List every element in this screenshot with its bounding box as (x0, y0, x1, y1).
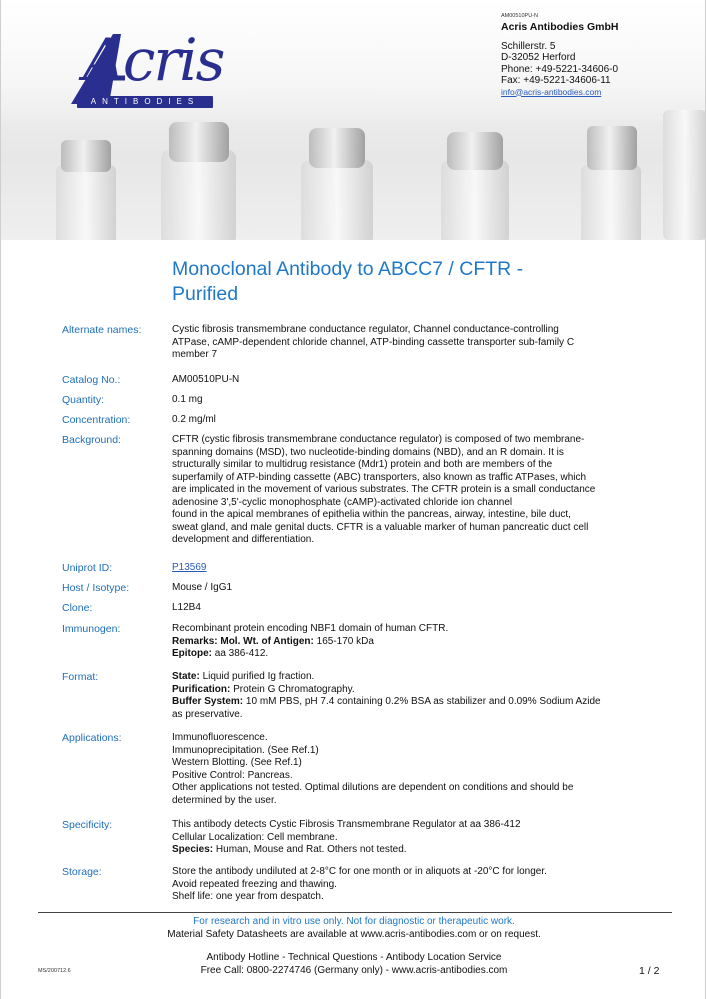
company-fax: Fax: +49-5221-34606-11 (501, 75, 611, 86)
value-applications (172, 732, 658, 807)
application-line: Other applications not tested. Optimal dilutions are dependent on conditions and should be (172, 782, 574, 793)
application-line: Positive Control: Pancreas. (172, 769, 293, 781)
remarks-value: 165-170 kDa (313, 635, 374, 647)
specificity-species (172, 844, 658, 857)
application-line: Immunofluorescence. (172, 732, 268, 743)
specificity-localization: Cellular Localization: Cell membrane. (172, 831, 338, 843)
immunogen-text: Recombinant protein encoding NBF1 domain of human CFTR. (172, 623, 449, 634)
format-state (172, 671, 658, 684)
buffer-value: 10 mM PBS, pH 7.4 containing 0.2% BSA as stabilizer and 0.09% Sodium Azide (243, 696, 601, 707)
label-clone: Clone: (62, 602, 93, 614)
background-line: sweat gland, and male genital ducts. CFTR is a valuable marker of human pancreatic duct cell (172, 521, 589, 533)
alt-name-line: Cystic fibrosis transmembrane conductance regulator, Channel conductance-controlling (172, 324, 559, 335)
remarks-key: Remarks: Mol. Wt. of Antigen: (172, 635, 314, 647)
species-value: Human, Mouse and Rat. Others not tested. (213, 844, 407, 855)
application-line: Immunoprecipitation. (See Ref.1) (172, 744, 319, 756)
label-immunogen: Immunogen: (62, 623, 121, 635)
hotline-block (1, 951, 706, 977)
storage-line: Shelf life: one year from despatch. (172, 891, 324, 902)
value-host: Mouse / IgG1 (172, 582, 233, 593)
logo-tagline-bar (77, 96, 213, 108)
company-name: Acris Antibodies GmbH (501, 21, 619, 33)
value-quantity: 0.1 mg (172, 394, 203, 405)
immunogen-epitope (172, 648, 658, 661)
format-buffer (172, 696, 658, 709)
value-background (172, 434, 658, 547)
value-specificity (172, 819, 658, 857)
label-host: Host / Isotype: (62, 582, 130, 594)
page-number: 1 / 2 (639, 965, 660, 977)
background-line: found in the apical membranes of epithelia within the pancreas, airway, intestine, bile duct, (172, 509, 571, 520)
label-format: Format: (62, 671, 99, 683)
value-storage (172, 866, 658, 904)
value-concentration: 0.2 mg/ml (172, 414, 216, 425)
label-applications: Applications: (62, 732, 122, 744)
product-title (172, 257, 632, 307)
application-line: determined by the user. (172, 794, 277, 806)
alt-name-line: member 7 (172, 349, 218, 360)
footer-notice (1, 916, 706, 941)
purification-key: Purification: (172, 683, 231, 695)
company-phone: Phone: +49-5221-34606-0 (501, 63, 619, 75)
storage-line: Avoid repeated freezing and thawing. (172, 878, 337, 890)
product-title-line2: Purified (172, 283, 239, 305)
value-uniprot (172, 562, 658, 575)
species-key: Species: (172, 844, 214, 855)
research-use-notice: For research and in vitro use only. Not for diagnostic or therapeutic work. (193, 916, 515, 927)
background-line: are implicated in the movement of various substrates. The CFTR protein is a small conductance (172, 484, 596, 495)
background-line: spanning domains (MSD), two nucleotide-binding domains (NBD), and an R domain. It is (172, 446, 564, 458)
alt-name-line: ATPase, cAMP-dependent chloride channel, ATP-binding cassette transporter sub-family C (172, 336, 575, 348)
label-catalog: Catalog No.: (62, 374, 121, 386)
background-line: CFTR (cystic fibrosis transmembrane conductance regulator) is composed of two membrane- (172, 434, 585, 445)
value-immunogen (172, 623, 658, 661)
state-key: State: (172, 671, 200, 682)
uniprot-link[interactable]: P13569 (172, 562, 207, 573)
storage-line: Store the antibody undiluted at 2-8°C for one month or in aliquots at -20°C for longer. (172, 866, 547, 877)
label-quantity: Quantity: (62, 394, 105, 406)
label-storage: Storage: (62, 866, 102, 878)
company-address-block (501, 12, 618, 98)
footer-divider (38, 912, 672, 913)
company-email-link[interactable]: info@acris-antibodies.com (501, 86, 602, 97)
logo-tagline: ANTIBODIES (90, 97, 200, 106)
company-street: Schillerstr. 5 (501, 40, 556, 52)
label-alternate-names: Alternate names: (62, 324, 142, 336)
value-alternate-names (172, 324, 658, 362)
buffer-key: Buffer System: (172, 696, 244, 707)
company-city: D-32052 Herford (501, 52, 576, 63)
freecall-text: Free Call: 0800-2274746 (Germany only) - www.acris-antibodies.com (200, 965, 508, 976)
product-title-line1: Monoclonal Antibody to ABCC7 / CFTR - (172, 258, 524, 280)
label-concentration: Concentration: (62, 414, 131, 426)
specificity-text: This antibody detects Cystic Fibrosis Transmembrane Regulator at aa 386-412 (172, 819, 521, 830)
state-value: Liquid purified Ig fraction. (199, 671, 315, 682)
logo-wordmark: Acris (83, 26, 224, 94)
ms-code: MS/200712.6 (38, 968, 71, 974)
background-line: development and differentiation. (172, 534, 315, 545)
format-purification (172, 684, 658, 697)
application-line: Western Blotting. (See Ref.1) (172, 757, 302, 768)
format-buffer-cont: as preservative. (172, 708, 243, 720)
background-line: adenosine 3',5'-cyclic monophosphate (cAMP)-activated chloride ion channel (172, 496, 513, 508)
header-banner (1, 0, 706, 240)
value-format (172, 671, 658, 721)
value-catalog: AM00510PU-N (172, 374, 240, 385)
label-specificity: Specificity: (62, 819, 113, 831)
background-line: superfamily of ATP-binding cassette (ABC) transporters, also known as traffic ATPases, which (172, 471, 587, 483)
hotline-text: Antibody Hotline - Technical Questions - Antibody Location Service (206, 952, 502, 963)
value-clone: L12B4 (172, 602, 201, 613)
epitope-value: aa 386-412. (212, 648, 269, 659)
epitope-key: Epitope: (172, 648, 212, 659)
background-line: structurally similar to multidrug resistance (Mdr1) protein and both are members of the (172, 459, 553, 470)
document-code: AM00510PU-N (501, 13, 538, 19)
purification-value: Protein G Chromatography. (230, 683, 355, 695)
label-background: Background: (62, 434, 121, 446)
immunogen-remarks (172, 636, 658, 649)
msds-notice: Material Safety Datasheets are available at www.acris-antibodies.com or on request. (167, 928, 541, 940)
label-uniprot: Uniprot ID: (62, 562, 113, 574)
